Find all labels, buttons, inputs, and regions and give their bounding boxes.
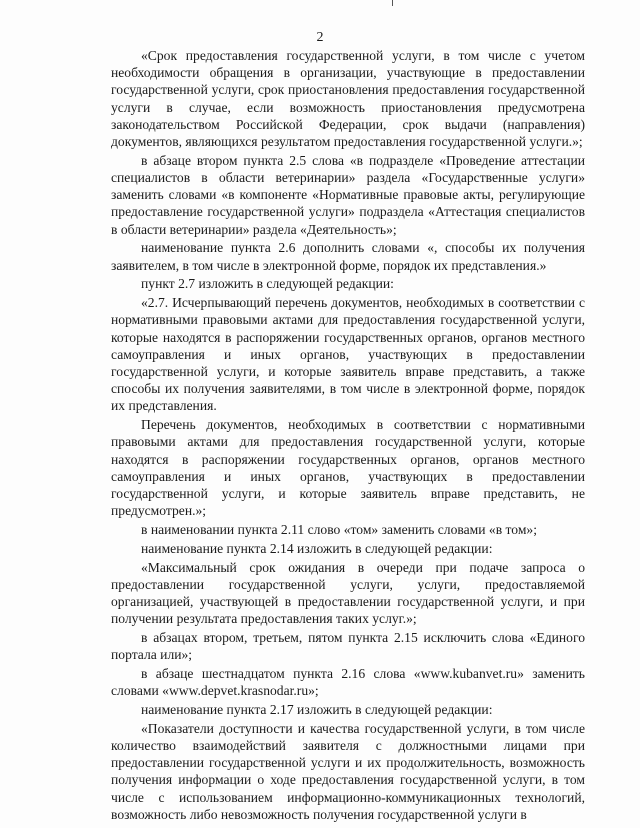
paragraph-item-2-7-intro: пункт 2.7 изложить в следующей редакции: — [141, 276, 394, 292]
paragraph-item-2-17-text: «Показатели доступности и качества государственной услуги, в том числе количество взаимодействий заявителя с должностными лицами при предоставлении государственной услуги и их продолжительность, возможность получения информации о ходе предоставления государственной услуги, в том числе с использованием информационно-коммуникационных технологий, возможность либо невозможность получения государственной услуги в — [111, 720, 585, 822]
scan-mark — [392, 0, 393, 6]
paragraph-item-2-16: в абзаце шестнадцатом пункта 2.16 слова «www.kubanvet.ru» заменить словами «www.depvet.krasnodar.ru»; — [111, 666, 585, 699]
paragraph-item-2-14-intro: наименование пункта 2.14 изложить в следующей редакции: — [141, 540, 493, 556]
paragraph-item-2-11: в наименовании пункта 2.11 слово «том» заменить словами «в том»; — [141, 522, 538, 538]
paragraph-item-2-5: в абзаце втором пункта 2.5 слова «в подразделе «Проведение аттестации специалистов в области ветеринарии» раздела «Государственные услуги» заменить словами «в компоненте «Нормативные правовые акты, регулирующие предоставление государственной услуги» подраздела «Аттестация специалистов в области ветеринарии» раздела «Деятельность»; — [111, 152, 585, 237]
document-body — [111, 47, 585, 823]
paragraph-item-2-7-text: «2.7. Исчерпывающий перечень документов, необходимых в соответствии с нормативными правовыми актами для предоставления государственной услуги, которые находятся в распоряжении государственных органов, органов местного самоуправления и иных органов, участвующих в предоставлении государственной услуги, и которые заявитель вправе представить, а также способы их получения заявителями, в том числе в электронной форме, порядок их представления. — [111, 295, 585, 414]
paragraph-item-2-17-intro: наименование пункта 2.17 изложить в следующей редакции: — [141, 702, 493, 718]
paragraph-item-2-14-text: «Максимальный срок ожидания в очереди при подаче запроса о предоставлении государственной услуги, услуги, предоставляемой организацией, участвующей в предоставлении государственной услуги, и при получении результата предоставления таких услуг.»; — [111, 559, 585, 627]
paragraph-item-2-6: наименование пункта 2.6 дополнить словами «, способы их получения заявителем, в том числе в электронной форме, порядок их представления.» — [111, 240, 585, 273]
paragraph-documents-list: Перечень документов, необходимых в соответствии с нормативными правовыми актами для предоставления государственной услуги, которые находятся в распоряжении государственных органов, органов местного самоуправления и иных органов, участвующих в предоставлении государственной услуги, и которые заявитель вправе представить, не предусмотрен.»; — [111, 417, 585, 519]
paragraph-quote-service-term: «Срок предоставления государственной услуги, в том числе с учетом необходимости обращения в организации, участвующие в предоставлении государственной услуги, срок приостановления предоставления государственной услуги в случае, если возможность приостановления предусмотрена законодательством Российской Федерации, срок выдачи (направления) документов, являющихся результатом предоставления государственной услуги.»; — [111, 48, 585, 150]
page-number: 2 — [316, 30, 324, 45]
paragraph-item-2-15: в абзацах втором, третьем, пятом пункта 2.15 исключить слова «Единого портала или»; — [111, 630, 585, 663]
